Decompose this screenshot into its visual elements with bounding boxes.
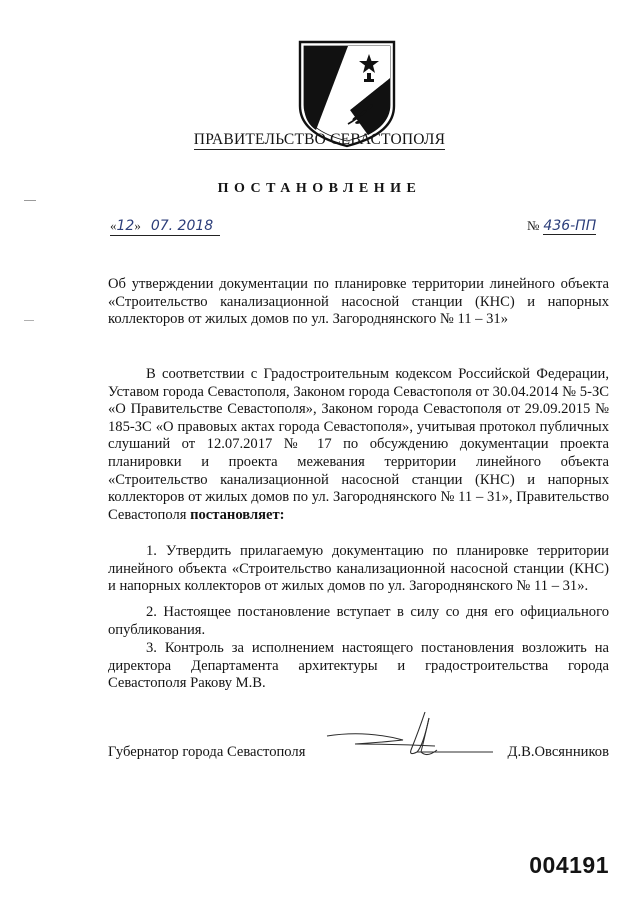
preamble-paragraph: В соответствии с Градостроительным кодексом Российской Федерации, Уставом города Севастополя, Законом города Севастополя от 30.04.2014 № 5-ЗС «О Правительстве Севастополя», Законом города Севастополя от 29.09.2015 № 185-ЗС «О правовых актах города Севастополя», учитывая протокол публичных слушаний от 12.07.2017 № 17 по обсуждению документации проекта планировки и проекта межевания территории линейного объекта «Строительство канализационной насосной станции (КНС) и напорных коллекторов от жилых домов по ул. Загороднянского № 11 – 31», Правительство Севастополя постановляет: [108,366,609,523]
document-number: № 436-ПП [527,218,597,234]
date-day: 12 [116,218,135,234]
document-subject: Об утверждении документации по планировке территории линейного объекта «Строительство канализационной насосной станции (КНС) и напорных коллекторов от жилых домов по ул. Загороднянского № 11 – 31» [108,276,609,328]
resolution-item-1: 1. Утвердить прилагаемую документацию по планировке территории линейного объекта «Строительство канализационной насосной станции (КНС) и напорных коллекторов от жилых домов по ул. Загороднянского № 11 – 31». [108,543,609,595]
document-number-value: 436-ПП [543,218,597,234]
document-type-heading: ПОСТАНОВЛЕНИЕ [217,181,422,196]
signatory-position: Губернатор города Севастополя [108,744,306,760]
scan-artifact [24,320,34,321]
signature-block [108,744,609,764]
document-date: «12» 07. 2018 [110,217,220,236]
signatory-name: Д.В.Овсянников [507,744,609,760]
resolution-item-3: 3. Контроль за исполнением настоящего постановления возложить на директора Департамента архитектуры и градостроительства города Севастополя Ракову М.В. [108,640,609,692]
government-title: ПРАВИТЕЛЬСТВО СЕВАСТОПОЛЯ [193,131,446,148]
serial-number: 004191 [529,852,609,878]
date-month-year: 07. 2018 [150,218,214,234]
resolution-item-2: 2. Настоящее постановление вступает в силу со дня его официального опубликования. [108,604,609,638]
resolves-keyword: постановляет: [190,506,285,523]
scan-artifact [24,200,36,201]
